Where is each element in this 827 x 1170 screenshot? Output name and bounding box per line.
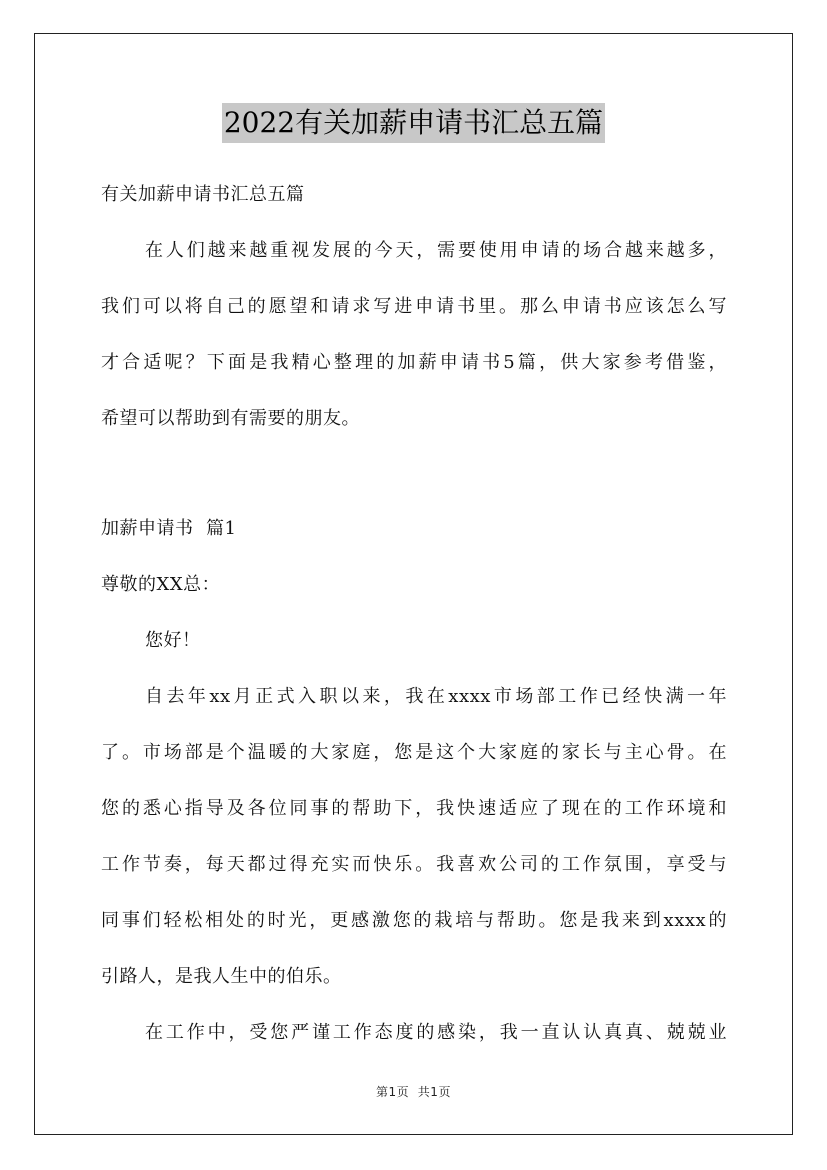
document-title	[0, 102, 827, 143]
document-body	[101, 173, 727, 1067]
document-title-text: 2022有关加薪申请书汇总五篇	[222, 103, 605, 143]
section-heading: 加薪申请书 篇1	[101, 518, 237, 539]
intro-line-3: 才合适呢？下面是我精心整理的加薪申请书5篇，供大家参考借鉴，	[101, 352, 727, 373]
body-line-3: 您的悉心指导及各位同事的帮助下，我快速适应了现在的工作环境和	[101, 798, 727, 819]
greeting: 您好！	[145, 630, 201, 651]
body-line-4: 工作节奏，每天都过得充实而快乐。我喜欢公司的工作氛围，享受与	[101, 854, 727, 875]
salutation: 尊敬的XX总：	[101, 574, 221, 595]
paragraph-spacer	[101, 453, 727, 507]
body-line-1: 自去年xx月正式入职以来，我在xxxx市场部工作已经快满一年	[145, 686, 727, 707]
subtitle: 有关加薪申请书汇总五篇	[101, 184, 305, 205]
intro-line-2: 我们可以将自己的愿望和请求写进申请书里。那么申请书应该怎么写	[101, 296, 727, 317]
page-number-footer: 第1页 共1页	[376, 1085, 451, 1099]
body-line-2: 了。市场部是个温暖的大家庭，您是这个大家庭的家长与主心骨。在	[101, 742, 727, 763]
intro-line-4: 希望可以帮助到有需要的朋友。	[101, 408, 360, 429]
body-line-7: 在工作中，受您严谨工作态度的感染，我一直认认真真、兢兢业	[145, 1022, 727, 1043]
intro-line-1: 在人们越来越重视发展的今天，需要使用申请的场合越来越多，	[145, 240, 727, 261]
body-line-6: 引路人，是我人生中的伯乐。	[101, 966, 342, 987]
body-line-5: 同事们轻松相处的时光，更感激您的栽培与帮助。您是我来到xxxx的	[101, 910, 727, 931]
